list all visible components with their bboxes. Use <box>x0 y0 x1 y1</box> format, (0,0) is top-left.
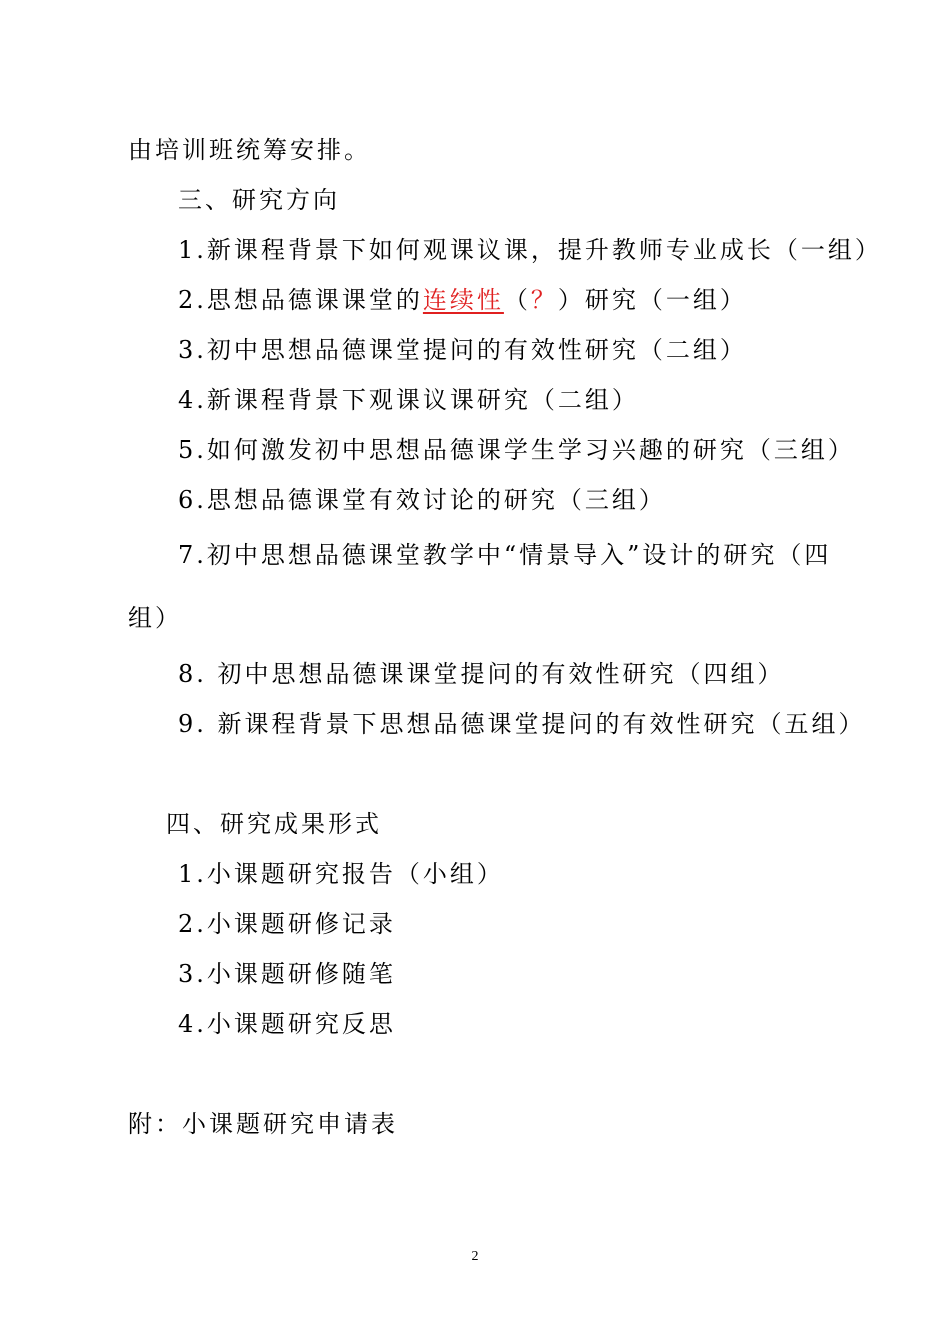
research-direction-item-7-continuation: 组） <box>128 604 182 632</box>
research-direction-item-2 <box>178 284 747 316</box>
research-direction-item-7: 7.初中思想品德课堂教学中“情景导入”设计的研究（四 <box>178 541 832 569</box>
research-direction-item-5: 5.如何激发初中思想品德课学生学习兴趣的研究（三组） <box>178 436 855 464</box>
research-direction-item-1: 1.新课程背景下如何观课议课，提升教师专业成长（一组） <box>178 236 882 264</box>
question-mark: ？ <box>530 286 558 314</box>
appendix-line: 附：小课题研究申请表 <box>128 1110 398 1138</box>
paragraph-continuation: 由培训班统筹安排。 <box>128 136 371 164</box>
item-2-question-open: （ <box>503 286 531 314</box>
section-heading-research-directions: 三、研究方向 <box>178 186 340 214</box>
outcome-item-1: 1.小课题研究报告（小组） <box>178 860 504 888</box>
research-direction-item-4: 4.新课程背景下观课议课研究（二组） <box>178 386 639 414</box>
research-direction-item-3: 3.初中思想品德课堂提问的有效性研究（二组） <box>178 336 747 364</box>
section-heading-research-outcomes: 四、研究成果形式 <box>166 810 382 838</box>
page-number: 2 <box>471 1249 479 1264</box>
research-direction-item-6: 6.思想品德课堂有效讨论的研究（三组） <box>178 486 666 514</box>
research-direction-item-9: 9. 新课程背景下思想品德课堂提问的有效性研究（五组） <box>178 710 866 738</box>
highlighted-term: 连续性 <box>422 286 504 314</box>
outcome-item-2: 2.小课题研修记录 <box>178 910 396 938</box>
research-direction-item-8: 8. 初中思想品德课课堂提问的有效性研究（四组） <box>178 660 785 688</box>
outcome-item-4: 4.小课题研究反思 <box>178 1010 396 1038</box>
outcome-item-3: 3.小课题研修随笔 <box>178 960 396 988</box>
item-2-suffix: ）研究（一组） <box>557 286 747 314</box>
item-2-prefix: 2.思想品德课课堂的 <box>178 286 423 314</box>
